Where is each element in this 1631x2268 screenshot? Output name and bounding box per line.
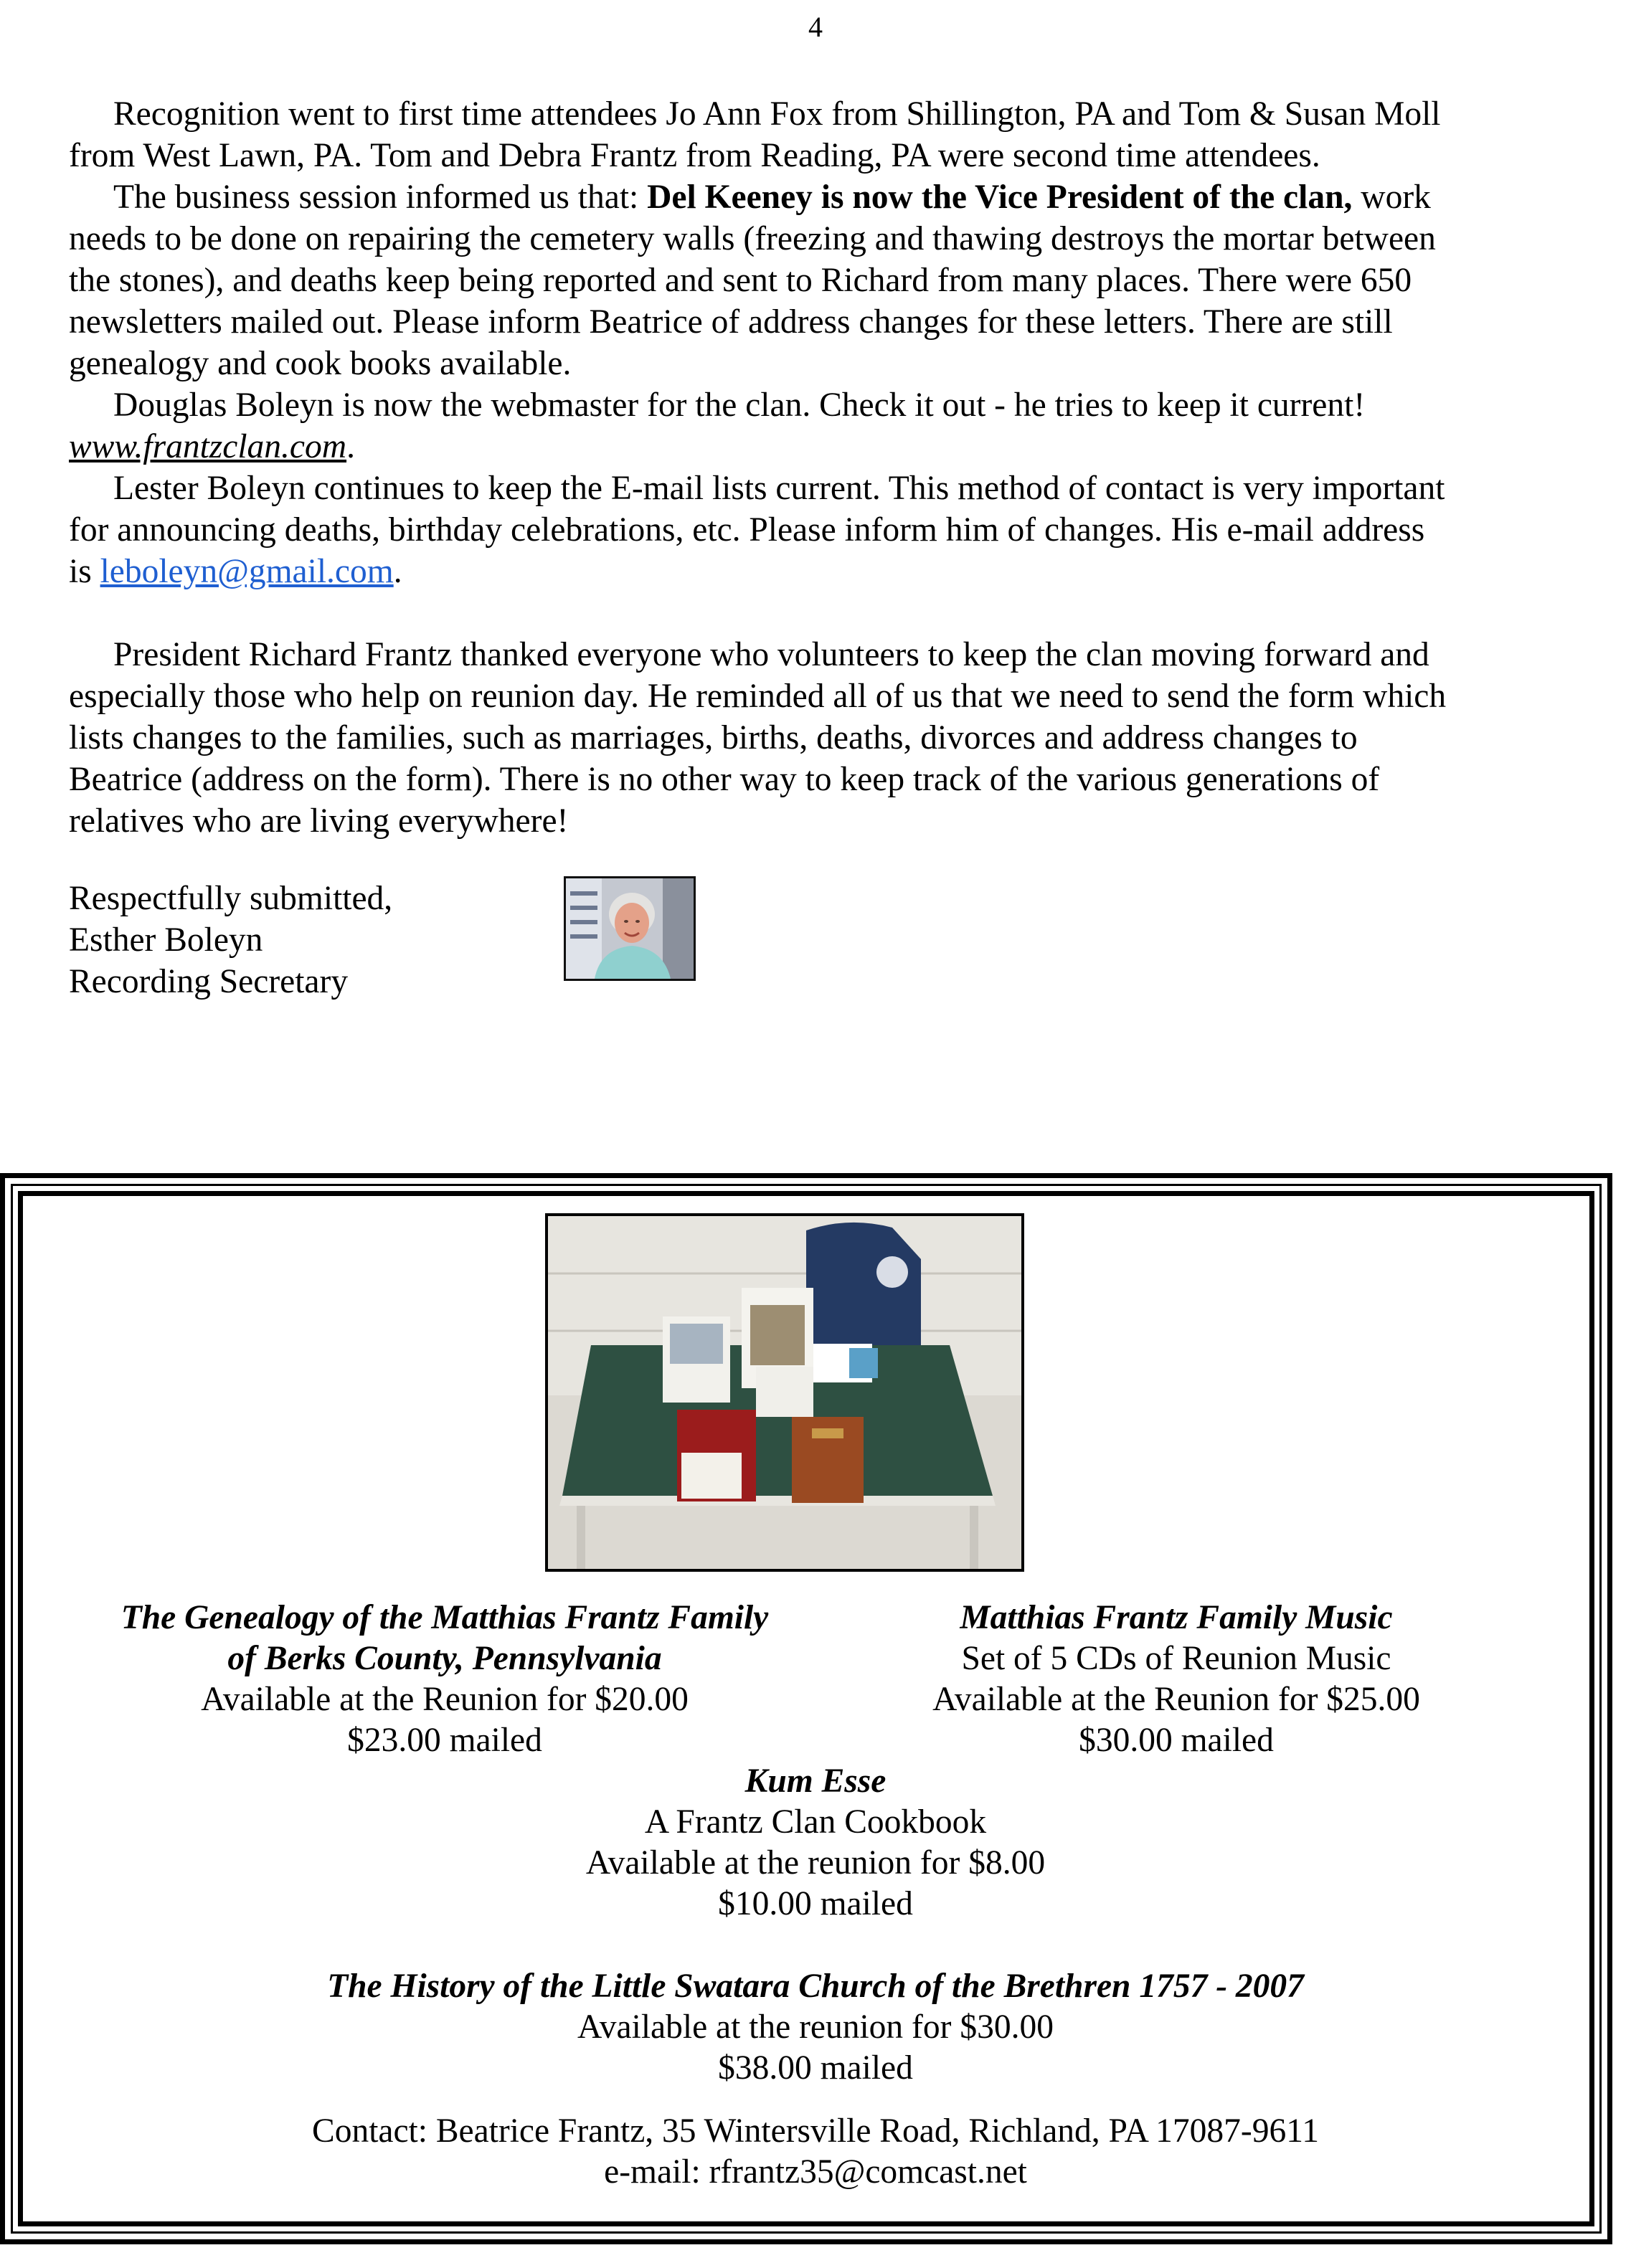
music-price: Available at the Reunion for $25.00 [932,1681,1420,1718]
p5-line: President Richard Frantz thanked everyone who volunteers to keep the clan moving forward and [113,636,1429,673]
contact-line: Contact: Beatrice Frantz, 35 Wintersville Road, Richland, PA 17087-9611 [312,2112,1319,2150]
signer-name: Esther Boleyn [69,921,263,959]
history-title: The History of the Little Swatara Church of the Brethren 1757 - 2007 [327,1968,1304,2005]
history-mailed: $38.00 mailed [718,2049,913,2087]
p2-line: needs to be done on repairing the cemetery walls (freezing and thawing destroys the mortar between [69,220,1436,257]
p5-line: lists changes to the families, such as marriages, births, deaths, divorces and address changes to [69,719,1358,756]
p1-line: Recognition went to first time attendees Jo Ann Fox from Shillington, PA and Tom & Susan Moll [113,95,1441,133]
cookbook-info [0,1761,1631,1925]
music-subtitle: Set of 5 CDs of Reunion Music [961,1640,1391,1677]
p3-line: Douglas Boleyn is now the webmaster for the clan. Check it out - he tries to keep it current! [113,386,1366,424]
p2-text: The business session informed us that: [113,179,648,216]
cookbook-price: Available at the reunion for $8.00 [585,1844,1046,1882]
p2-text: work [1352,179,1431,216]
p4-text: is [69,553,100,590]
history-price: Available at the reunion for $30.00 [577,2008,1054,2046]
closing: Respectfully submitted, [69,880,393,917]
genealogy-mailed: $23.00 mailed [347,1722,542,1759]
p2-line: genealogy and cook books available. [69,345,572,382]
church-history-info [0,1966,1631,2089]
p5-line: especially those who help on reunion day. He reminded all of us that we need to send the form which [69,678,1447,715]
genealogy-title: The Genealogy of the Matthias Frantz Family [120,1599,769,1636]
cookbook-subtitle: A Frantz Clan Cookbook [644,1803,987,1841]
secretary-photo [564,876,696,981]
music-cd-info [861,1598,1492,1761]
page-number: 4 [808,11,823,43]
p3-line [69,426,1575,468]
contact-email: e-mail: rfrantz35@comcast.net [604,2153,1027,2191]
products-photo [545,1213,1024,1572]
genealogy-title-2: of Berks County, Pennsylvania [227,1640,662,1677]
p5-line: relatives who are living everywhere! [69,802,569,840]
p2-line: newsletters mailed out. Please inform Beatrice of address changes for these letters. There are still [69,303,1393,341]
cookbook-title: Kum Esse [744,1762,887,1800]
website-link[interactable]: www.frantzclan.com [69,428,347,465]
genealogy-book-info [72,1598,818,1761]
music-mailed: $30.00 mailed [1079,1722,1274,1759]
music-title: Matthias Frantz Family Music [960,1599,1393,1636]
genealogy-price: Available at the Reunion for $20.00 [201,1681,689,1718]
vice-president-announcement: Del Keeney is now the Vice President of the clan, [647,179,1353,216]
contact-info [0,2111,1631,2193]
cookbook-mailed: $10.00 mailed [718,1885,913,1922]
p4-line: for announcing deaths, birthday celebrations, etc. Please inform him of changes. His e-mail address [69,511,1425,549]
signer-title: Recording Secretary [69,963,349,1000]
email-link[interactable]: leboleyn@gmail.com [100,553,394,590]
p2-line: the stones), and deaths keep being reported and sent to Richard from many places. There were 650 [69,262,1412,299]
minutes-text [69,93,1575,842]
p4-punct: . [393,553,402,590]
p3-punct: . [346,428,355,465]
p4-line: Lester Boleyn continues to keep the E-mail lists current. This method of contact is very important [113,470,1445,507]
p4-line [69,551,1575,592]
p2-line [69,176,1575,218]
signature-block [69,878,392,1002]
p1-line: from West Lawn, PA. Tom and Debra Frantz from Reading, PA were second time attendees. [69,137,1320,174]
p5-line: Beatrice (address on the form). There is no other way to keep track of the various generations of [69,761,1380,798]
